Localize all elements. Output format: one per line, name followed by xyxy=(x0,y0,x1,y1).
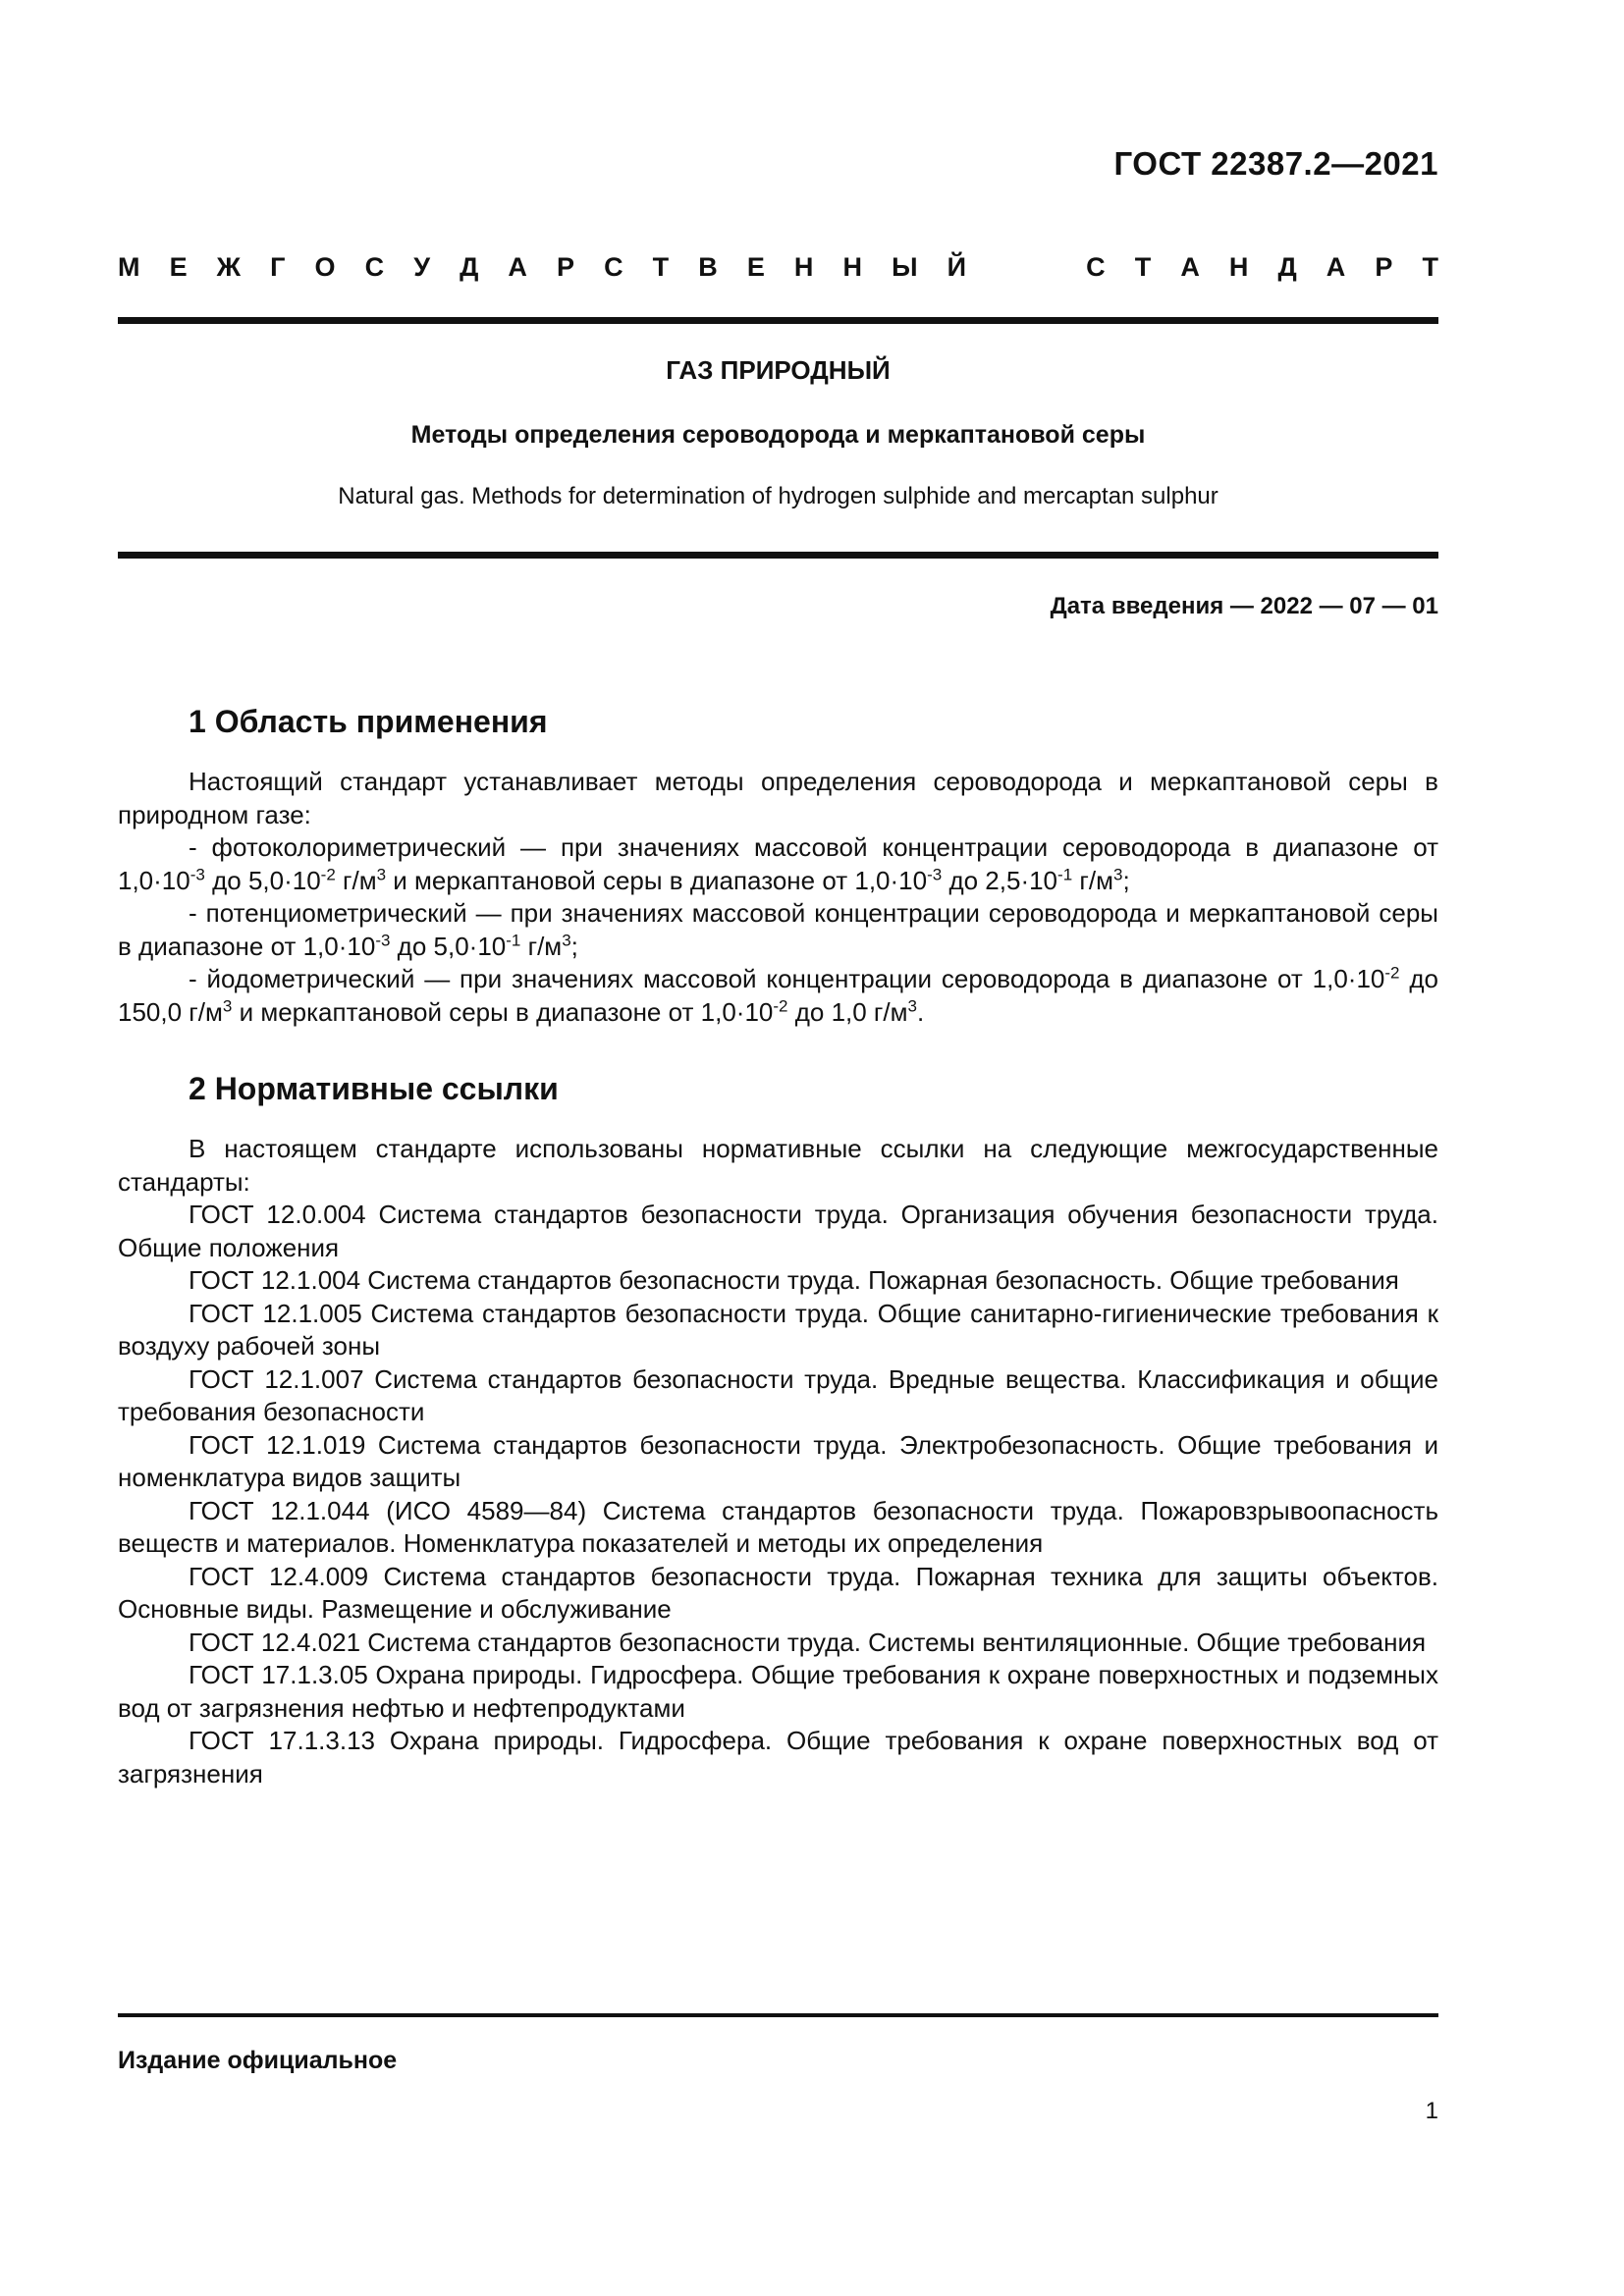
banner-letter: С xyxy=(1086,252,1106,282)
banner-letter: С xyxy=(604,252,623,282)
section-intro: В настоящем стандарте использованы нормативные ссылки на следующие межгосударственные стандарты: xyxy=(118,1134,1438,1197)
banner-letter: Т xyxy=(652,252,670,282)
banner-letter: С xyxy=(364,252,385,282)
reference-item: ГОСТ 12.0.004 Система стандартов безопасности труда. Организация обучения безопасности труда. Общие положения xyxy=(118,1200,1438,1262)
banner-letter: Н xyxy=(1228,252,1249,282)
banner-letter: Ы xyxy=(892,252,918,282)
banner-word-gap xyxy=(996,252,1056,283)
banner-letter: Г xyxy=(270,252,286,282)
reference-item: ГОСТ 17.1.3.13 Охрана природы. Гидросфера. Общие требования к охране поверхностных вод от загрязнения xyxy=(118,1726,1438,1789)
document-title: ГАЗ ПРИРОДНЫЙ xyxy=(666,355,891,385)
introduction-date: Дата введения — 2022 — 07 — 01 xyxy=(1050,593,1438,619)
title-divider xyxy=(118,552,1438,559)
banner-letter: Ж xyxy=(216,252,242,282)
document-title-english: Natural gas. Methods for determination of hydrogen sulphide and mercaptan sulphur xyxy=(338,483,1218,509)
banner-letter: Е xyxy=(746,252,765,282)
banner-letter: Д xyxy=(460,252,479,282)
banner-letter: Н xyxy=(793,252,814,282)
reference-item: ГОСТ 12.1.005 Система стандартов безопасности труда. Общие санитарно-гигиенические требования к воздуху рабочей зоны xyxy=(118,1298,1438,1361)
standard-type-banner xyxy=(118,252,1438,283)
section-heading: 1 Область применения xyxy=(189,704,548,739)
banner-letter: Н xyxy=(842,252,862,282)
page-number: 1 xyxy=(1425,2098,1438,2124)
banner-letter: А xyxy=(1326,252,1346,282)
banner-letter: О xyxy=(314,252,336,282)
banner-letter: В xyxy=(698,252,718,282)
reference-item: ГОСТ 12.1.007 Система стандартов безопасности труда. Вредные вещества. Классификация и общие требования безопасности xyxy=(118,1363,1438,1426)
reference-item: ГОСТ 12.1.019 Система стандартов безопасности труда. Электробезопасность. Общие требования и номенклатура видов защиты xyxy=(118,1429,1438,1492)
official-edition-label: Издание официальное xyxy=(118,2047,398,2074)
document-body xyxy=(118,702,1438,1790)
reference-item: ГОСТ 12.1.004 Система стандартов безопасности труда. Пожарная безопасность. Общие требования xyxy=(189,1265,1399,1295)
banner-letter: А xyxy=(508,252,527,282)
reference-item: ГОСТ 12.1.044 (ИСО 4589—84) Система стандартов безопасности труда. Пожаровзрывоопасность веществ и материалов. Номенклатура показателей и методы их определения xyxy=(118,1495,1438,1558)
banner-letter: А xyxy=(1180,252,1200,282)
standard-number: ГОСТ 22387.2—2021 xyxy=(1113,145,1438,182)
reference-item: ГОСТ 12.4.021 Система стандартов безопасности труда. Системы вентиляционные. Общие требования xyxy=(189,1627,1427,1657)
banner-letter: Т xyxy=(1422,252,1438,282)
banner-letter: Й xyxy=(947,252,966,282)
banner-letter: У xyxy=(413,252,431,282)
section-heading: 2 Нормативные ссылки xyxy=(189,1071,559,1106)
reference-item: ГОСТ 12.4.009 Система стандартов безопасности труда. Пожарная техника для защиты объектов. Основные виды. Размещение и обслуживание xyxy=(118,1561,1438,1624)
document-subtitle: Методы определения сероводорода и меркаптановой серы xyxy=(410,421,1146,449)
header-divider xyxy=(118,317,1438,324)
section-intro: Настоящий стандарт устанавливает методы определения сероводорода и меркаптановой серы в природном газе: xyxy=(118,767,1438,829)
banner-letter: Т xyxy=(1134,252,1152,282)
banner-letter: Р xyxy=(557,252,575,282)
method-item-iodometric: - йодометрический — при значениях массовой концентрации сероводорода в диапазоне от $1,0\cdot 10^{-2}$ до 150,0 $г/м^3$ и меркаптановой серы в диапазоне от $1,0\cdot 10^{-2}$ до 1,0 $г/м^3$. xyxy=(118,963,1439,1027)
reference-item: ГОСТ 17.1.3.05 Охрана природы. Гидросфера. Общие требования к охране поверхностных и подземных вод от загрязнения нефтью и нефтепродуктами xyxy=(118,1660,1438,1723)
method-item-photocolorimetric: - фотоколориметрический — при значениях массовой концентрации сероводорода в диапазоне от $1,0\cdot 10^{-3}$ до $5,0\cdot 10^{-2}$ $г/м^3$ и меркаптановой серы в диапазоне от $1,0\cdot 10^{-3}$ до $2,5\cdot 10^{-1}$ $г/м^3$; xyxy=(118,832,1438,895)
method-item-potentiometric: - потенциометрический — при значениях массовой концентрации сероводорода и меркаптановой серы в диапазоне от $1,0\cdot 10^{-3}$ до $5,0\cdot 10^{-1}$ $г/м^3$; xyxy=(118,898,1438,961)
banner-letter: Д xyxy=(1277,252,1297,282)
footer-divider xyxy=(118,2013,1438,2017)
banner-letter: Е xyxy=(169,252,188,282)
banner-letter: Р xyxy=(1375,252,1393,282)
banner-letter: М xyxy=(118,252,140,282)
